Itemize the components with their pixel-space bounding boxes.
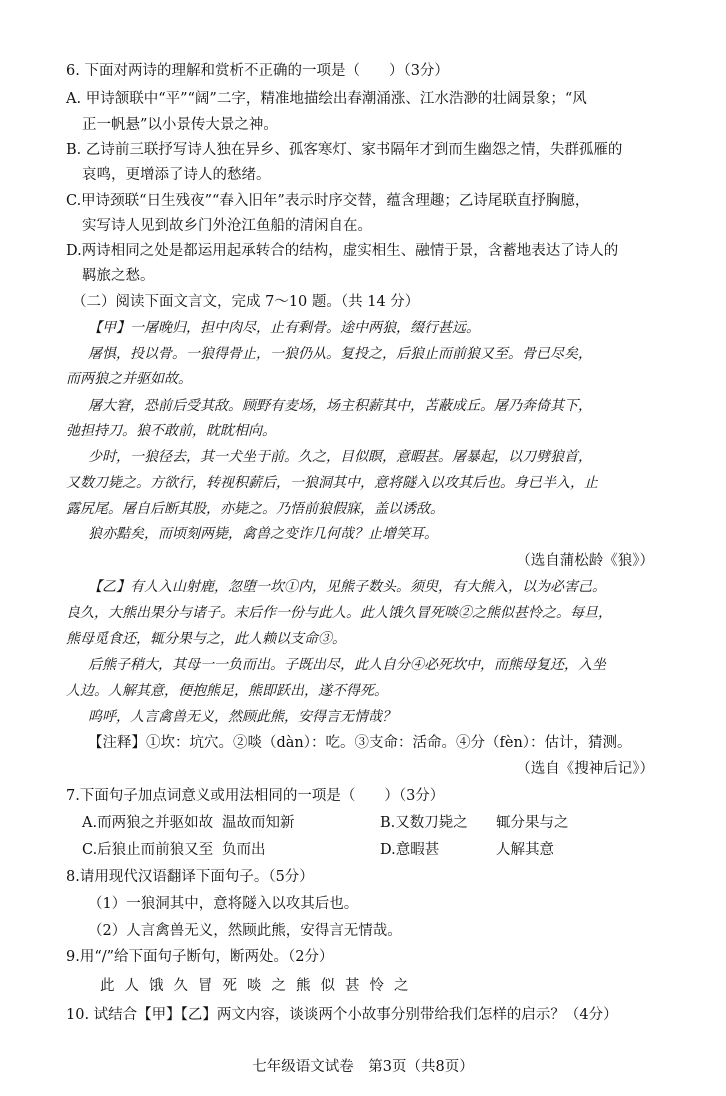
q7-option-a-left: A.而两狼之并驱如故 xyxy=(82,815,214,831)
q7-option-d-left: D.意暇甚 xyxy=(380,842,440,858)
q6-option-a-line2: 正一帆悬”以小景传大景之神。 xyxy=(82,117,278,133)
q7-stem: 7.下面句子加点词意义或用法相同的一项是（ ）（3分） xyxy=(66,788,445,804)
jia-para4-line1: 少时，一狼径去，其一犬坐于前。久之，目似瞑，意暇甚。屠暴起，以刀劈狼首， xyxy=(88,449,592,465)
q6-option-d-line2: 羁旅之愁。 xyxy=(82,268,155,284)
yi-para1-line2: 良久，大熊出果分与诸子。末后作一份与此人。此人饿久冒死啖②之熊似甚怜之。每旦， xyxy=(66,605,612,621)
q8-sentence-2: （2）人言禽兽无义，然顾此熊，安得言无情哉。 xyxy=(88,923,402,939)
yi-para3: 呜呼，人言禽兽无义，然顾此熊，安得言无情哉？ xyxy=(88,709,396,725)
q7-option-c-left: C.后狼止而前狼又至 xyxy=(82,842,214,858)
q7-option-d-right: 人解其意 xyxy=(496,842,554,858)
q6-option-a-line1: A. 甲诗颔联中“平”“阔”二字，精准地描绘出春潮涌涨、江水浩渺的壮阔景象；“风 xyxy=(66,91,587,107)
q6-option-b-line1: B. 乙诗前三联抒写诗人独在异乡、孤客寒灯、家书隔年才到而生幽怨之情，失群孤雁的 xyxy=(66,142,623,158)
q8-sentence-1: （1）一狼洞其中，意将隧入以攻其后也。 xyxy=(88,896,359,912)
jia-para2-line1: 屠惧，投以骨。一狼得骨止，一狼仍从。复投之，后狼止而前狼又至。骨已尽矣， xyxy=(88,346,592,362)
q9-stem: 9.用“/”给下面句子断句，断两处。（2分） xyxy=(66,949,334,965)
jia-para3-line1: 屠大窘，恐前后受其敌。顾野有麦场，场主积薪其中，苫蔽成丘。屠乃奔倚其下， xyxy=(88,398,592,414)
q6-option-c-line2: 实写诗人见到故乡门外沧江鱼船的清闲自在。 xyxy=(82,218,372,234)
q10-stem: 10. 试结合【甲】【乙】两文内容，谈谈两个小故事分别带给我们怎样的启示？（4分） xyxy=(66,1007,618,1023)
yi-para1-line3: 熊母觅食还，辄分果与之，此人赖以支命③。 xyxy=(66,631,346,647)
jia-para2-line2: 而两狼之并驱如故。 xyxy=(66,371,192,387)
jia-para3-line2: 弛担持刀。狼不敢前，眈眈相向。 xyxy=(66,423,276,439)
jia-source: （选自蒲松龄《狼》） xyxy=(516,553,654,569)
jia-para4-line2: 又数刀毙之。方欲行，转视积薪后，一狼洞其中，意将隧入以攻其后也。身已半入，止 xyxy=(66,475,598,491)
jia-para5: 狼亦黠矣，而顷刻两毙，禽兽之变诈几何哉？止增笑耳。 xyxy=(88,526,438,542)
q6-stem: 6. 下面对两诗的理解和赏析不正确的一项是（ ）（3分） xyxy=(66,63,449,79)
page-footer: 七年级语文试卷 第3页（共8页） xyxy=(252,1059,474,1075)
jia-para4-line3: 露尻尾。屠自后断其股，亦毙之。乃悟前狼假寐，盖以诱敌。 xyxy=(66,501,444,517)
q9-sentence: 此人饿久冒死啖之熊似甚怜之 xyxy=(100,978,419,994)
section2-heading: （二）阅读下面文言文，完成 7～10 题。（共 14 分） xyxy=(72,294,420,310)
q6-option-c-line1: C.甲诗颈联“日生残夜”“春入旧年”表示时序交替，蕴含理趣；乙诗尾联直抒胸臆， xyxy=(66,193,590,209)
q7-option-b-left: B.又数刀毙之 xyxy=(380,815,468,831)
yi-para2-line2: 人边。人解其意，便抱熊足，熊即跃出，遂不得死。 xyxy=(66,683,388,699)
q8-stem: 8.请用现代汉语翻译下面句子。（5分） xyxy=(66,869,314,885)
yi-para2-line1: 后熊子稍大，其母一一负而出。子既出尽，此人自分④必死坎中，而熊母复还，入坐 xyxy=(88,657,606,673)
q7-option-a-right: 温故而知新 xyxy=(222,815,295,831)
yi-notes: 【注释】①坎：坑穴。②啖（dàn）：吃。③支命：活命。④分（fèn）：估计，猜测。 xyxy=(88,735,632,751)
q7-option-c-right: 负而出 xyxy=(222,842,266,858)
q7-option-b-right: 辄分果与之 xyxy=(496,815,569,831)
jia-para1: 【甲】一屠晚归，担中肉尽，止有剩骨。途中两狼，缀行甚远。 xyxy=(88,320,480,336)
yi-source: （选自《搜神后记》） xyxy=(516,761,654,777)
yi-para1-line1: 【乙】有人入山射鹿，忽堕一坎①内，见熊子数头。须臾，有大熊入，以为必害己。 xyxy=(88,579,606,595)
q6-option-d-line1: D.两诗相同之处是都运用起承转合的结构，虚实相生、融情于景，含蓄地表达了诗人的 xyxy=(66,243,619,259)
q6-option-b-line2: 哀鸣，更增添了诗人的愁绪。 xyxy=(82,167,271,183)
